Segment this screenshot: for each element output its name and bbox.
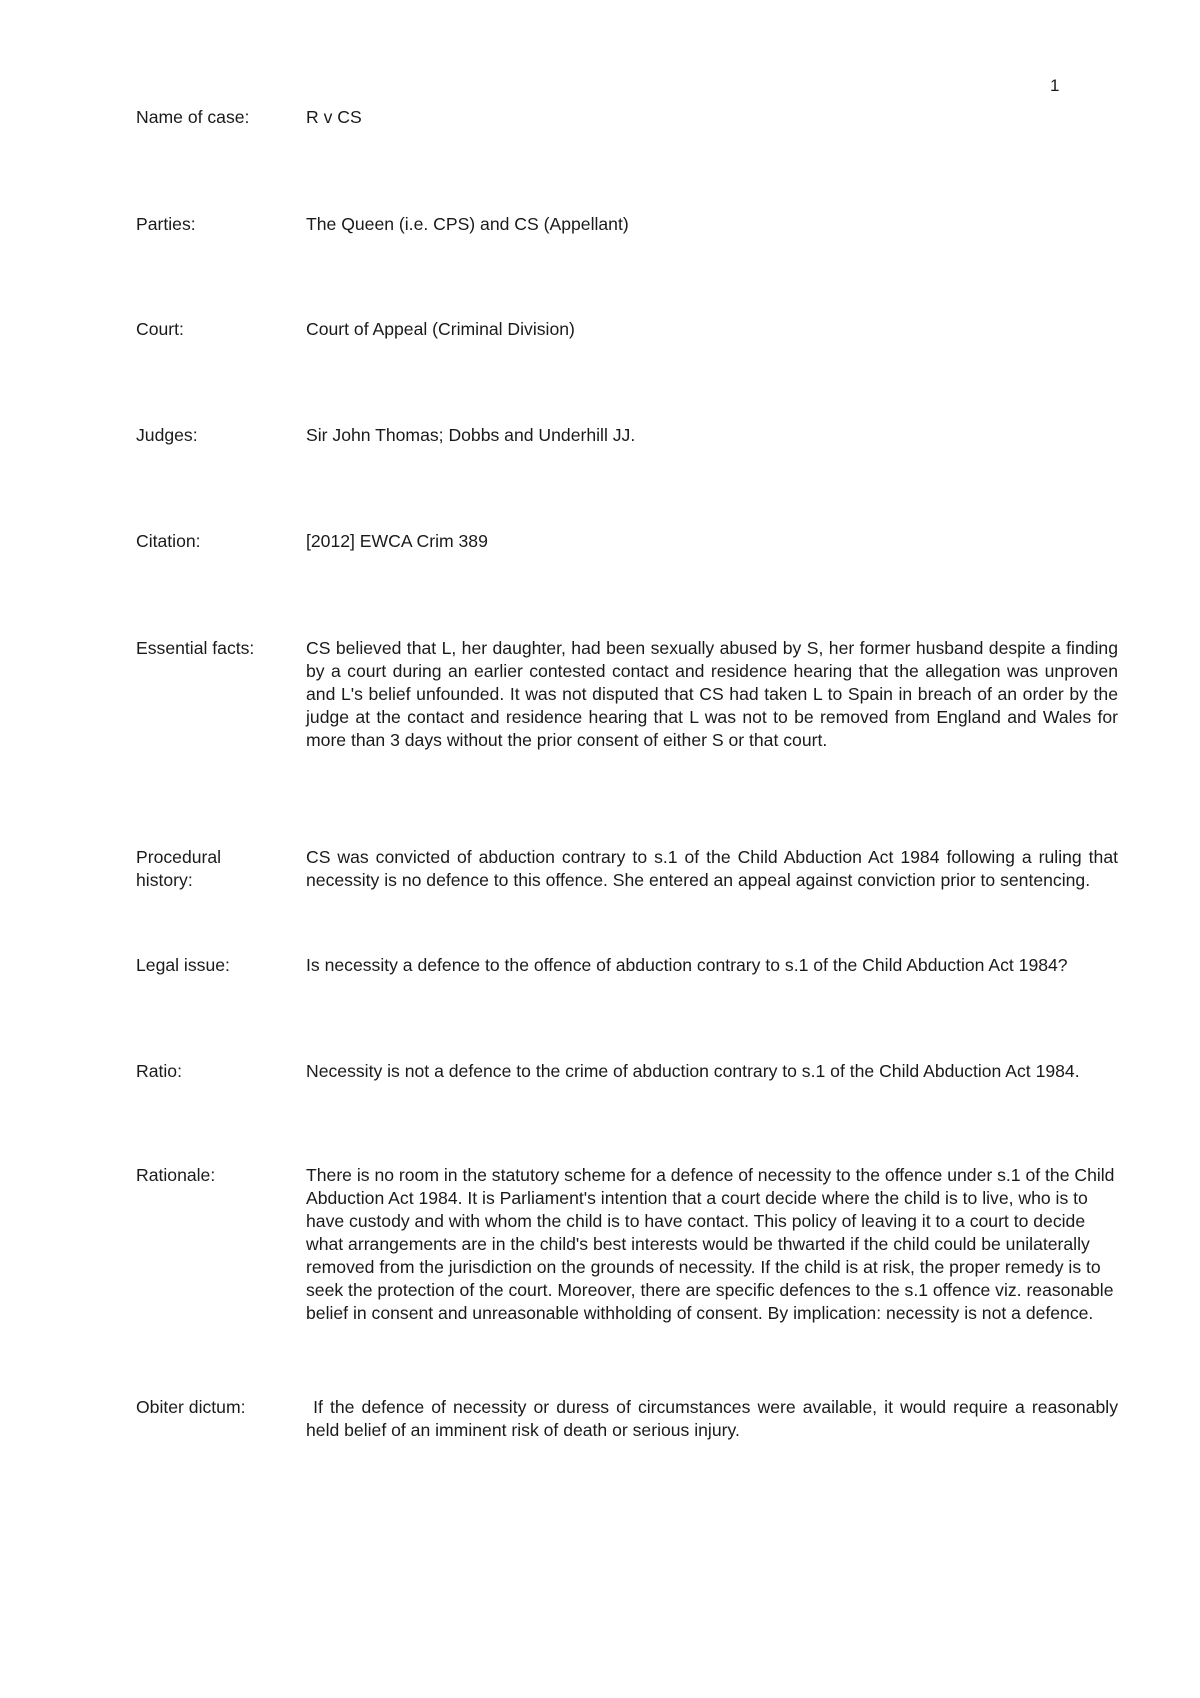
field-value: There is no room in the statutory scheme for a defence of necessity to the offence under s.1 of the Child Abduction Act 1984. It is Parliament's intention that a court decide where the child is to live, who is to have custody and with whom the child is to have contact. This policy of leaving it to a court to decide what arrangements are in the child's best interests would be thwarted if the child could be unilaterally removed from the jurisdiction on the grounds of necessity. If the child is at risk, the proper remedy is to seek the protection of the court. Moreover, there are specific defences to the s.1 offence viz. reasonable belief in consent and unreasonable withholding of consent. By implication: necessity is not a defence.	[306, 1165, 1115, 1323]
field-value: The Queen (i.e. CPS) and CS (Appellant)	[306, 214, 629, 234]
field-obiter-dictum	[136, 1396, 1123, 1442]
field-label: Court:	[136, 319, 184, 339]
field-label: Rationale:	[136, 1165, 216, 1185]
field-label: Ratio:	[136, 1061, 182, 1081]
field-value: R v CS	[306, 107, 362, 127]
field-name-of-case	[136, 106, 1120, 129]
field-label: Parties:	[136, 214, 196, 234]
field-label: Name of case:	[136, 107, 250, 127]
field-court	[136, 318, 1120, 341]
field-value: Sir John Thomas; Dobbs and Underhill JJ.	[306, 425, 636, 445]
field-ratio	[136, 1060, 1120, 1083]
field-label: Citation:	[136, 531, 201, 551]
field-value: If the defence of necessity or duress of circumstances were available, it would require a reasonably held belief of an imminent risk of death or serious injury.	[306, 1397, 1123, 1440]
field-rationale	[136, 1164, 1120, 1325]
field-label: Procedural history:	[136, 847, 222, 890]
field-essential-facts	[136, 637, 1120, 752]
field-value: Is necessity a defence to the offence of abduction contrary to s.1 of the Child Abduction Act 1984?	[306, 955, 1068, 975]
field-legal-issue	[136, 954, 1120, 977]
field-value: Court of Appeal (Criminal Division)	[306, 319, 575, 339]
field-value: [2012] EWCA Crim 389	[306, 531, 488, 551]
field-value: CS believed that L, her daughter, had been sexually abused by S, her former husband despite a finding by a court during an earlier contested contact and residence hearing that the allegation was unproven and L's belief unfounded. It was not disputed that CS had taken L to Spain in breach of an order by the judge at the contact and residence hearing that L was not to be removed from England and Wales for more than 3 days without the prior consent of either S or that court.	[306, 638, 1118, 750]
field-value: Necessity is not a defence to the crime of abduction contrary to s.1 of the Child Abduction Act 1984.	[306, 1061, 1080, 1081]
field-label: Legal issue:	[136, 955, 230, 975]
field-label: Judges:	[136, 425, 198, 445]
field-procedural-history	[136, 846, 1120, 892]
field-label: Obiter dictum:	[136, 1397, 246, 1417]
field-citation	[136, 530, 1120, 553]
field-parties	[136, 213, 1120, 236]
page-number: 1	[1050, 76, 1060, 95]
field-judges	[136, 424, 1120, 447]
field-label: Essential facts:	[136, 638, 255, 658]
field-value: CS was convicted of abduction contrary to s.1 of the Child Abduction Act 1984 following a ruling that necessity is no defence to this offence. She entered an appeal against conviction prior to sentencing.	[306, 847, 1118, 890]
